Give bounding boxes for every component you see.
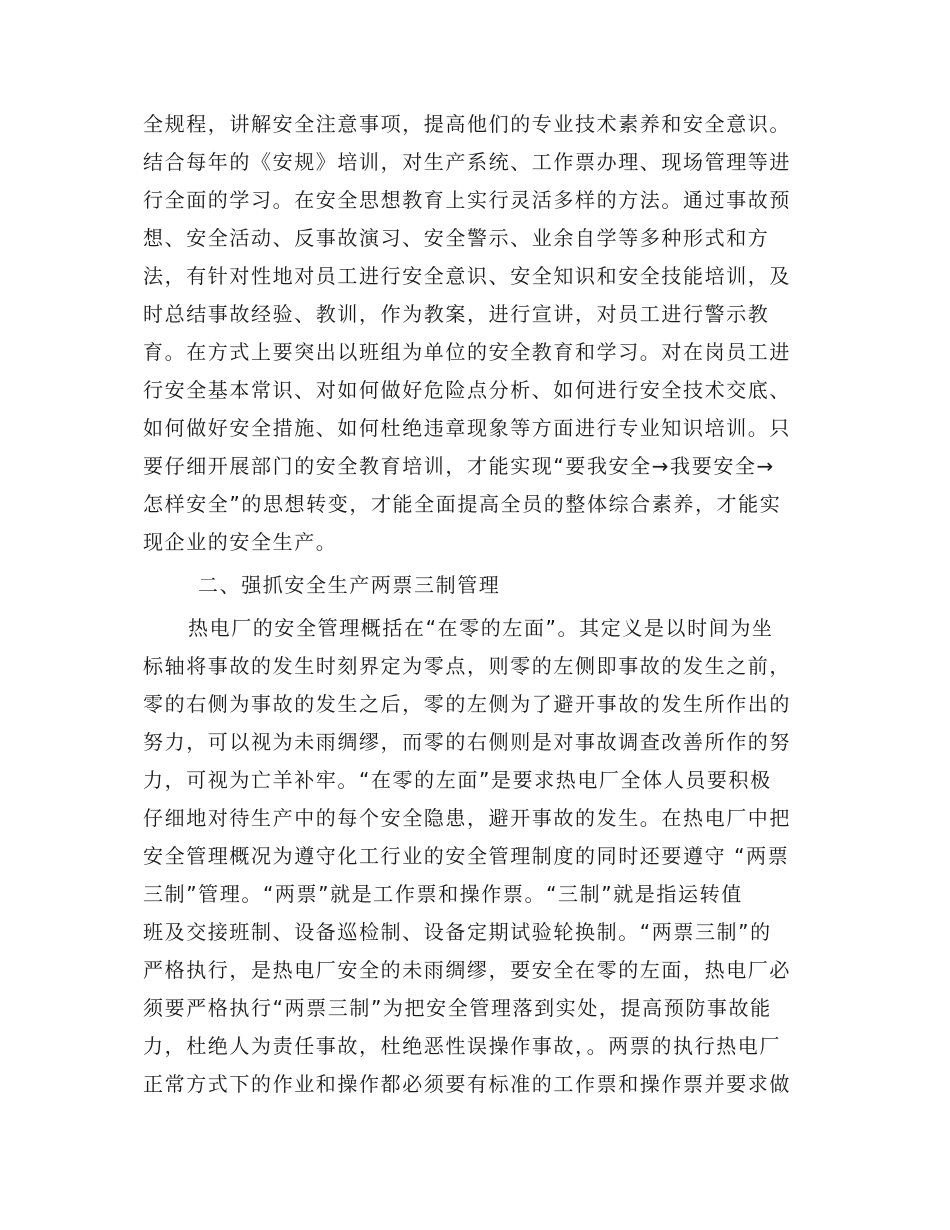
text-line: 零的右侧为事故的发生之后，零的左侧为了避开事故的发生所作出的 bbox=[143, 692, 791, 716]
text-line: 法，有针对性地对员工进行安全意识、安全知识和安全技能培训，及 bbox=[143, 264, 791, 288]
text-line: 班及交接班制、设备巡检制、设备定期试验轮换制。“两票三制”的 bbox=[143, 920, 772, 944]
document-page bbox=[143, 105, 808, 1103]
text-line: 标轴将事故的发生时刻界定为零点，则零的左侧即事故的发生之前， bbox=[143, 654, 791, 678]
text-line: 如何做好安全措施、如何杜绝违章现象等方面进行专业知识培训。只 bbox=[143, 416, 791, 440]
text-line: 结合每年的《安规》培训，对生产系统、工作票办理、现场管理等进 bbox=[143, 150, 791, 174]
text-line: 育。在方式上要突出以班组为单位的安全教育和学习。对在岗员工进 bbox=[143, 340, 791, 364]
text-line: 力，可视为亡羊补牢。“在零的左面”是要求热电厂全体人员要积极 bbox=[143, 768, 772, 792]
text-line: 严格执行，是热电厂安全的未雨绸缪，要安全在零的左面，热电厂必 bbox=[143, 958, 791, 982]
text-line: 安全管理概况为遵守化工行业的安全管理制度的同时还要遵守 “两票 bbox=[143, 844, 790, 868]
text-line: 须要严格执行“两票三制”为把安全管理落到实处，提高预防事故能 bbox=[143, 996, 772, 1020]
text-line: 力，杜绝人为责任事故，杜绝恶性误操作事故，。两票的执行热电厂 bbox=[143, 1034, 781, 1058]
text-line: 行全面的学习。在安全思想教育上实行灵活多样的方法。通过事故预 bbox=[143, 188, 791, 212]
paragraph-2 bbox=[143, 609, 808, 1103]
text-line: 仔细地对待生产中的每个安全隐患，避开事故的发生。在热电厂中把 bbox=[143, 806, 791, 830]
text-line: 行安全基本常识、对如何做好危险点分析、如何进行安全技术交底、 bbox=[143, 378, 791, 402]
text-line: 怎样安全”的思想转变，才能全面提高全员的整体综合素养，才能实 bbox=[143, 492, 782, 516]
text-line: 正常方式下的作业和操作都必须要有标准的工作票和操作票并要求做 bbox=[143, 1072, 791, 1096]
text-line: 三制”管理。“两票”就是工作票和操作票。“三制”就是指运转值 bbox=[143, 882, 743, 906]
text-line: 努力，可以视为未雨绸缪，而零的右侧则是对事故调查改善所作的努 bbox=[143, 730, 791, 754]
text-line: 全规程，讲解安全注意事项，提高他们的专业技术素养和安全意识。 bbox=[143, 112, 791, 136]
text-line: 想、安全活动、反事故演习、安全警示、业余自学等多种形式和方 bbox=[143, 226, 770, 250]
text-line: 要仔细开展部门的安全教育培训，才能实现“要我安全→我要安全→ bbox=[143, 454, 775, 478]
paragraph-1 bbox=[143, 105, 808, 561]
text-line: 现企业的安全生产。 bbox=[143, 530, 338, 554]
text-line: 时总结事故经验、教训，作为教案，进行宣讲，对员工进行警示教 bbox=[143, 302, 770, 326]
text-line: 热电厂的安全管理概括在“在零的左面”。其定义是以时间为坐 bbox=[188, 616, 774, 640]
section-heading: 二、强抓安全生产两票三制管理 bbox=[198, 573, 501, 597]
